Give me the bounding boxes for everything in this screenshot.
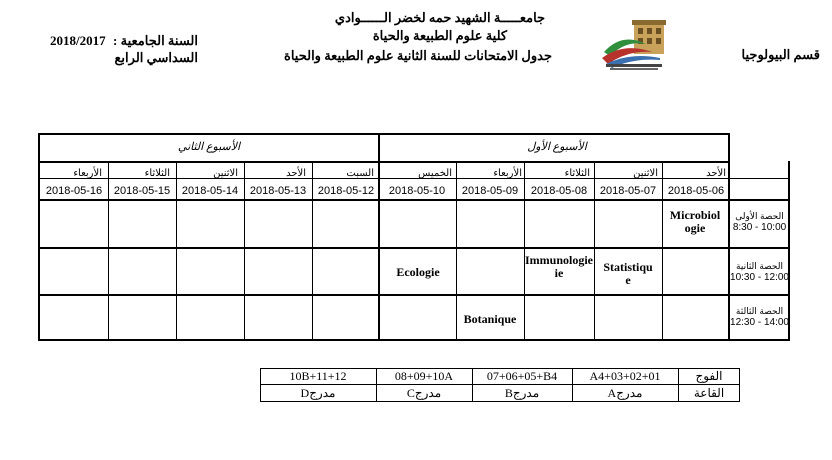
- academic-year-value: 2018/2017: [50, 33, 106, 48]
- groups-row-label: الفوج: [695, 369, 723, 383]
- hall-letter: A: [607, 386, 617, 400]
- faculty-name: كلية علوم الطبيعة والحياة: [372, 28, 508, 43]
- hall-cell: [377, 386, 471, 401]
- hall-cell: [261, 386, 375, 401]
- day-date: 2018-05-07: [599, 185, 657, 197]
- slot-label: الحصة الثانية: [736, 261, 783, 271]
- exam-immunologie: [524, 254, 594, 280]
- slot-label: الحصة الثالثة: [735, 306, 784, 316]
- hall-cell: [573, 386, 677, 401]
- exam-text-line: Microbiol: [669, 208, 721, 222]
- academic-year-label: السنة الجامعية :: [113, 33, 198, 48]
- exam-ecologie: Ecologie: [396, 265, 440, 279]
- exam-statistique: [594, 261, 662, 287]
- exam-text-line: e: [625, 273, 631, 287]
- week-1-header: الأسبوع الأول: [527, 141, 587, 153]
- groups-cell: 07+06+05+B4: [486, 369, 558, 383]
- day-date: 2018-05-12: [317, 185, 375, 197]
- time-slot-3: [729, 306, 790, 328]
- exam-text-line: ie: [554, 266, 564, 280]
- slot-label: الحصة الأولى: [735, 211, 784, 221]
- day-date: 2018-05-09: [461, 185, 519, 197]
- day-date: 2018-05-10: [388, 185, 446, 197]
- day-name: الأربعاء: [73, 168, 102, 179]
- day-name: الاثنين: [633, 168, 658, 179]
- time-slot-2: [729, 261, 790, 283]
- day-name: الأحد: [286, 168, 306, 179]
- day-name: الخميس: [418, 168, 452, 179]
- slot-time: 8:30 - 10:00: [732, 222, 787, 233]
- day-date: 2018-05-13: [249, 185, 307, 197]
- university-name: جامعـــــة الشهيد حمه لخضر الــــــوادي: [334, 10, 546, 25]
- rooms-table: [260, 368, 740, 402]
- hall-word: مدرج: [414, 386, 442, 400]
- slot-time: 12:30 - 14:00: [730, 317, 789, 328]
- groups-cell: 08+09+10A: [394, 369, 454, 383]
- exam-schedule-table: [38, 133, 790, 341]
- day-date: 2018-05-15: [113, 185, 171, 197]
- day-name: الأربعاء: [493, 168, 522, 179]
- hall-letter: B: [504, 386, 513, 400]
- hall-letter: C: [406, 386, 415, 400]
- week-2-header: الأسبوع الثاني: [177, 141, 241, 153]
- day-name: الاثنين: [213, 168, 238, 179]
- day-date: 2018-05-08: [530, 185, 588, 197]
- exam-table-title: جدول الامتحانات للسنة الثانية علوم الطبيعة والحياة: [284, 48, 552, 63]
- day-date: 2018-05-14: [181, 185, 239, 197]
- hall-word: مدرج: [309, 386, 336, 400]
- department-name: قسم البيولوجيا: [741, 47, 820, 62]
- university-logo-icon: [602, 14, 666, 72]
- day-name: الثلاثاء: [144, 168, 170, 179]
- groups-cell: 10B+11+12: [289, 369, 347, 383]
- day-date: 2018-05-16: [45, 185, 103, 197]
- day-date: 2018-05-06: [667, 185, 725, 197]
- hall-cell: [473, 386, 571, 401]
- semester-label: السداسي الرابع: [114, 50, 198, 65]
- exam-text-line: Immunologie: [524, 253, 593, 267]
- groups-cell: A4+03+02+01: [589, 369, 661, 383]
- exam-text-line: ogie: [684, 221, 706, 235]
- day-name: الثلاثاء: [564, 168, 590, 179]
- hall-letter: D: [300, 386, 310, 400]
- time-slot-1: [729, 211, 790, 233]
- hall-word: مدرج: [512, 386, 540, 400]
- hall-word: مدرج: [616, 386, 643, 400]
- hall-row-label: القاعة: [693, 386, 725, 400]
- exam-microbiologie: [662, 209, 728, 235]
- exam-text-line: Statistiqu: [603, 260, 653, 274]
- slot-time: 10:30 - 12:00: [730, 272, 789, 283]
- day-name: السبت: [346, 168, 374, 179]
- exam-botanique: Botanique: [463, 312, 517, 326]
- day-name: الأحد: [706, 168, 726, 179]
